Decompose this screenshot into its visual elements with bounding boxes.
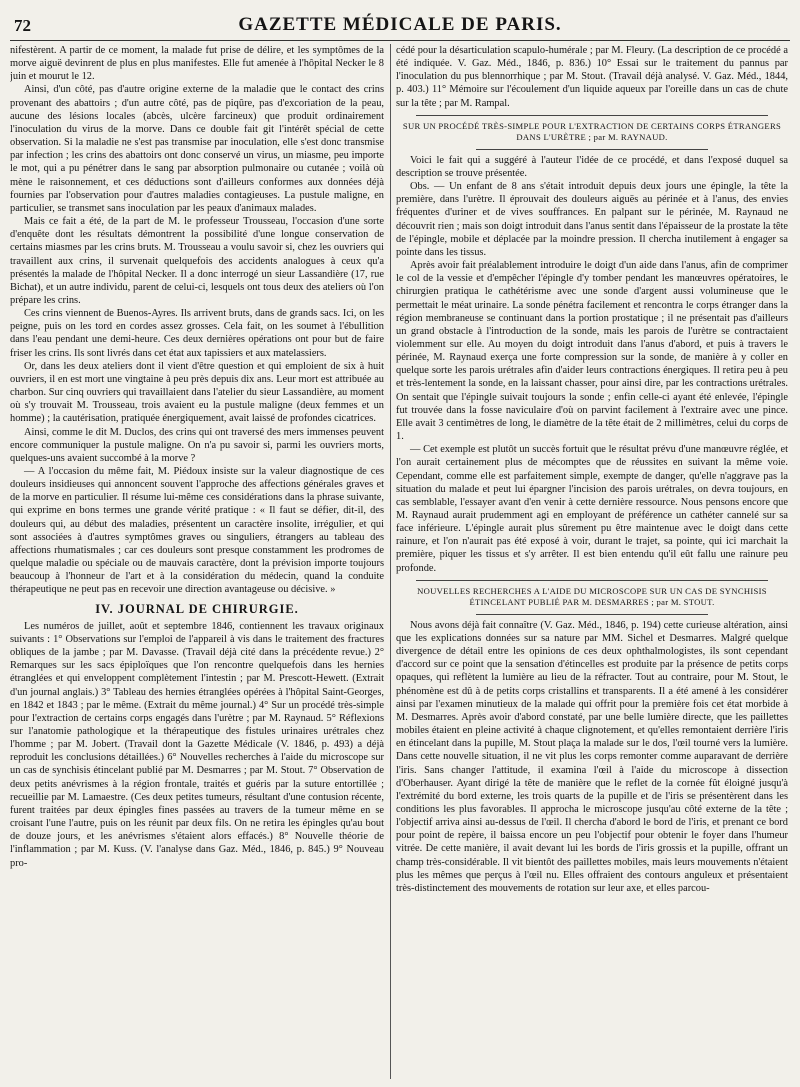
masthead: GAZETTE MÉDICALE DE PARIS.: [238, 14, 562, 35]
page-number: 72: [14, 16, 31, 35]
paragraph: Nous avons déjà fait connaître (V. Gaz. Méd., 1846, p. 194) cette curieuse altération, ainsi que les explications données sur sa nature par MM. Sichel et Desmarres. Malgré quelque divergence de détail entre les opinions de ces deux ophthalmologistes, ils sont cependant d'accord sur ce point que la sensation d'étincelles est produite par la présence de petits corps opaques, qui reflètent la lumière au lieu de la réfracter. Tout au contraire, pour M. Stout, le phénomène est dû à de petits corps cristallins et transparents. Il a été amené à les considérer ainsi par l'examen minutieux de la malade qui offrit pour la première fois cet état morbide à M. Desmarres. Après avoir d'abord constaté, par une belle lumière directe, que les paillettes mobiles étaient en pleine activité à chaque clignotement, et qu'elles remontaient derrière l'iris en étincelant dans la pupille, M. Stout plaça la malade sur le dos, l'œil tourné vers la lumière. Dans cette nouvelle situation, il ne vit plus les corps remonter comme auparavant de derrière l'iris. Sans changer l'attitude, il examina l'œil à l'aide du microscope à dissection d'Oberhauser. Ayant dirigé la tête de manière que le reflet de la cornée fût éloigné jusqu'à l'extrémité du bord externe, les trois quarts de la pupille et de l'iris se présentèrent dans les conditions les plus favorables. Il approcha le microscope jusqu'au côté externe de la tête ; l'objectif arriva ainsi au-dessus de l'œil. Il chercha d'abord le bord de l'iris, et prenant ce bord pour point de repère, il baissa encore un peu l'objectif pour obtenir le foyer dans l'humeur vitrée. De cette manière, il avait devant lui les bords de l'iris grossis et la pupille, offrant un champ très-considérable. Il vit bientôt des paillettes mobiles, mais leurs mouvements n'étaient plus les mêmes que perçus à l'œil nu. Elles offraient des contours anguleux et présentaient très-distinctement des mouvements de rotation sur leur axe, et elles parcou-: [396, 619, 788, 894]
paragraph: — A l'occasion du même fait, M. Piédoux insiste sur la valeur diagnostique de ces douleurs insidieuses qui annoncent souvent l'approche des affections générales graves et de la morve en particulier. Il résume lui-même ces considérations dans la phrase suivante, qui exprime en bons termes une grande vérité pratique : « Il faut se défier, dit-il, des douleurs qui, au début des maladies, présentent un caractère insolite, irrégulier, et qui sont associées à d'autres symptômes graves ou singuliers, étrangers au tableau des affections rhumatismales ; car ces douleurs sont presque constamment les prodromes de quelque maladie ou spéciale ou de mauvais caractère, dont la prévision importe toujours beaucoup à l'honneur de l'art et à la considération du médecin, quand la conduite thérapeutique ne peut pas en recevoir une direction avantageuse ou décisive. »: [10, 466, 384, 596]
right-column: [396, 44, 788, 1081]
paragraph: Ainsi, d'un côté, pas d'autre origine externe de la maladie que le contact des crins provenant des abattoirs ; d'un autre côté, pas de piqûre, pas d'excoriation de la peau, aucune des lésions locales (abcès, ulcère farcineux) que produit ordinairement l'inoculation du virus de la morve. Dans ce double fait git l'intérêt spécial de cette observation. Si la maladie ne s'est pas transmise par inoculation, elle s'est donc transmise par infection ; les crins des abattoirs ont donc conservé un virus, un miasme, peu importe le mot, qui a pu pénétrer dans le sang par absorption pulmonaire ou cutanée ; voilà où mène le raisonnement, et ces déductions sont d'ailleurs conformes aux données déjà fournies par l'observation pour d'autres maladies contagieuses. La pustule maligne, en particulier, se transmet sans inoculation par les peaux d'animaux malades.: [10, 84, 384, 214]
article-title: SUR UN PROCÉDÉ TRÈS-SIMPLE POUR L'EXTRACTION DE CERTAINS CORPS ÉTRANGERS DANS L'URÈTRE ; par M. RAYNAUD.: [402, 120, 782, 142]
paragraph: Or, dans les deux ateliers dont il vient d'être question et qui emploient de six à huit ouvriers, il en est mort une vingtaine à peu près depuis dix ans. Leur mort est attribuée au charbon. Sur cinq ouvriers qui travaillaient dans l'atelier du sieur Lassandière, au moment où s'y trouvait M. Trousseau, trois avaient eu la pustule maligne (deux femmes et un homme) ; la cautérisation, pratiquée énergiquement, avait laissé de profondes cicatrices.: [10, 360, 384, 425]
paragraph: Après avoir fait préalablement introduire le doigt d'un aide dans l'anus, afin de comprimer le col de la vessie et d'empêcher l'épingle d'y tomber pendant les manœuvres opératoires, le chirurgien pratiqua le cathétérisme avec une sonde d'argent aussi volumineuse que le permettait le méat urinaire. La sonde pénétra facilement et rencontra le corps étranger dans la région membraneuse se continuant dans la portion prostatique ; il ne présentait pas d'ailleurs un grand obstacle à l'introduction de la sonde, mais les parois de l'urètre se contractaient violemment sur elle. Au moyen du doigt introduit dans l'anus d'abord, et puis à travers le périnée, M. Raynaud exerça une forte compression sur la sonde, de manière à y coller en quelque sorte les parois urétrales afin d'aider leurs contractions énergiques. Il retira peu à peu et très-lentement la sonde, en la laissant chasser, pour ainsi dire, par les contractions urétrales. On sentait que l'épingle suivait toujours la sonde ; enfin celle-ci ayant été enlevée, l'épingle fut trouvée dans la fosse naviculaire d'où on parvint facilement à l'extraire avec une pince. Elle avait 3 centimètres de long, le diamètre de la tête était de 2 millimètres, celui du corps de 1.: [396, 260, 788, 443]
divider: [416, 115, 768, 116]
paragraph: Ces crins viennent de Buenos-Ayres. Ils arrivent bruts, dans de grands sacs. Ici, on les peigne, puis on les tord en cordes assez grosses. Cela fait, on les soumet à l'ébullition dans l'eau pendant une demi-heure. Ces deux dernières opérations ont pour but de faire friser les crins. Ils sont livrés dans cet état aux tapissiers et aux matelassiers.: [10, 308, 384, 359]
divider: [476, 149, 708, 150]
paragraph: Obs. — Un enfant de 8 ans s'était introduit depuis deux jours une épingle, la tête la première, dans l'urètre. Il éprouvait des douleurs aiguës au périnée et à l'anus, des envies fréquentes d'uriner et de vives souffrances. En palpant sur le périnée, M. Raynaud ne découvrit rien ; mais son doigt introduit dans l'anus sentit dans l'épaisseur de la prostate la tête de l'épingle, mobile et déplacée par la moindre pression. Il chercha inutilement à engager sa pointe dans les tissus.: [396, 181, 788, 258]
paragraph: — Cet exemple est plutôt un succès fortuit que le résultat prévu d'une manœuvre réglée, et l'on aurait certainement plus de mécomptes que de réussites en suivant la même voie. Cependant, comme elle est parfaitement simple, exempte de danger, qu'elle n'aggrave pas la situation du malade et peut lui épargner l'incision des parois urétrales, on devra toujours, en cas semblable, l'essayer avant d'en venir à cette dernière ressource. Nous pensons encore que M. Raynaud aurait prudemment agi en employant de préférence un cathéter cannelé sur sa face inférieure. L'épingle aurait plus sûrement pu être maintenue avec le doigt dans cette rainure, et l'on n'aurait pas été exposé à voir, durant le trajet, sa pointe, qui ici marchait la première, piquer les tissus et s'y arrêter. Il est bien entendu qu'il eût fallu une rainure peu profonde.: [396, 444, 788, 574]
divider: [476, 614, 708, 615]
page-header: [10, 10, 790, 41]
divider: [416, 580, 768, 581]
paragraph: Mais ce fait a été, de la part de M. le professeur Trousseau, l'occasion d'une sorte d'enquête dont les résultats démontrent la possibilité d'une longue conservation de certains miasmes par les crins bruts. M. Trousseau a voulu savoir si, chez les ouvriers qui travaillent aux crins, il survenait quelquefois des accidents analogues à ceux qu'a présentés la malade de l'hôpital Necker. Il a donc interrogé un sieur Lassandière (17, rue Bichat), et un autre individu, parent de celui-ci, lesquels ont tous deux des ateliers où l'on prépare les crins.: [10, 216, 384, 306]
paragraph: Ainsi, comme le dit M. Duclos, des crins qui ont traversé des mers immenses peuvent encore communiquer la pustule maligne. On n'a pu savoir si, parmi les ouvriers morts, quelques-uns avaient succombé à la morve ?: [10, 426, 384, 464]
section-heading: IV. JOURNAL DE CHIRURGIE.: [95, 601, 299, 616]
paragraph: Voici le fait qui a suggéré à l'auteur l'idée de ce procédé, et dans l'exposé duquel sa description se trouve présentée.: [396, 154, 788, 179]
paragraph: cédé pour la désarticulation scapulo-humérale ; par M. Fleury. (La description de ce procédé a été indiquée. V. Gaz. Méd., 1846, p. 836.) 10° Essai sur le traitement du pannus par l'inoculation du pus blennorrhique ; par M. Stout. (Travail déjà analysé. V. Gaz. Méd., 1844, p. 403.) 11° Mémoire sur l'écoulement d'un liquide aqueux par l'oreille dans un cas de chute sur la tête ; par M. Rampal.: [396, 45, 788, 109]
paragraph: Les numéros de juillet, août et septembre 1846, contiennent les travaux originaux suivants : 1° Observations sur l'emploi de l'appareil à vis dans le traitement des fractures obliques de la jambe ; par M. Davasse. (Travail déjà cité dans la précédente revue.) 2° Remarques sur les sacs épiploïques que l'on rencontre quelquefois dans les hernies étranglées et qui enveloppent complètement l'intestin ; par M. Prescott-Hewett. (Extrait d'un journal anglais.) 3° Tableau des hernies étranglées opérées à l'hôpital Saint-Georges, en 1842 et 1843 ; par le même. (Extrait du même journal.) 4° Sur un procédé très-simple pour l'extraction de certains corps engagés dans l'urètre ; par M. Raynaud. 5° Réflexions sur l'anatomie pathologique et la thérapeutique des fistules urinaires urétrales chez l'homme ; par M. Jobert. (Travail dont la Gazette Médicale (V. 1846, p. 493) a déjà reproduit les conclusions détaillées.) 6° Nouvelles recherches à l'aide du microscope sur un cas de synchisis étincelant publié par M. Desmarres ; par M. Stout. 7° Observation de deux petits anévrismes à la région frontale, traités et guéris par la suture entortillée ; recueillie par M. Lamaestre. (Ces deux petites tumeurs, résultant d'une contusion récente, furent traitées par deux épingles fines passées au travers de la tumeur même en se croisant l'une l'autre, puis on les réunit par deux fils. On ne retira les épingles qu'au bout de douze jours, et les anévrismes s'étaient alors effacés.) 8° Nouvelle théorie de l'inflammation ; par M. Kuss. (V. l'analyse dans Gaz. Méd., 1846, p. 845.) 9° Nouveau pro-: [10, 620, 384, 869]
paragraph: nifestèrent. A partir de ce moment, la malade fut prise de délire, et les symptômes de la morve aiguë devinrent de plus en plus manifestes. Elle fut amenée à l'hôpital Necker le 8 juin et mourut le 12.: [10, 45, 384, 83]
left-column: [10, 44, 384, 1081]
column-divider: [390, 44, 391, 1079]
article-title: NOUVELLES RECHERCHES A L'AIDE DU MICROSCOPE SUR UN CAS DE SYNCHISIS ÉTINCELANT PUBLIÉ PAR M. DESMARRES ; par M. STOUT.: [417, 585, 767, 607]
